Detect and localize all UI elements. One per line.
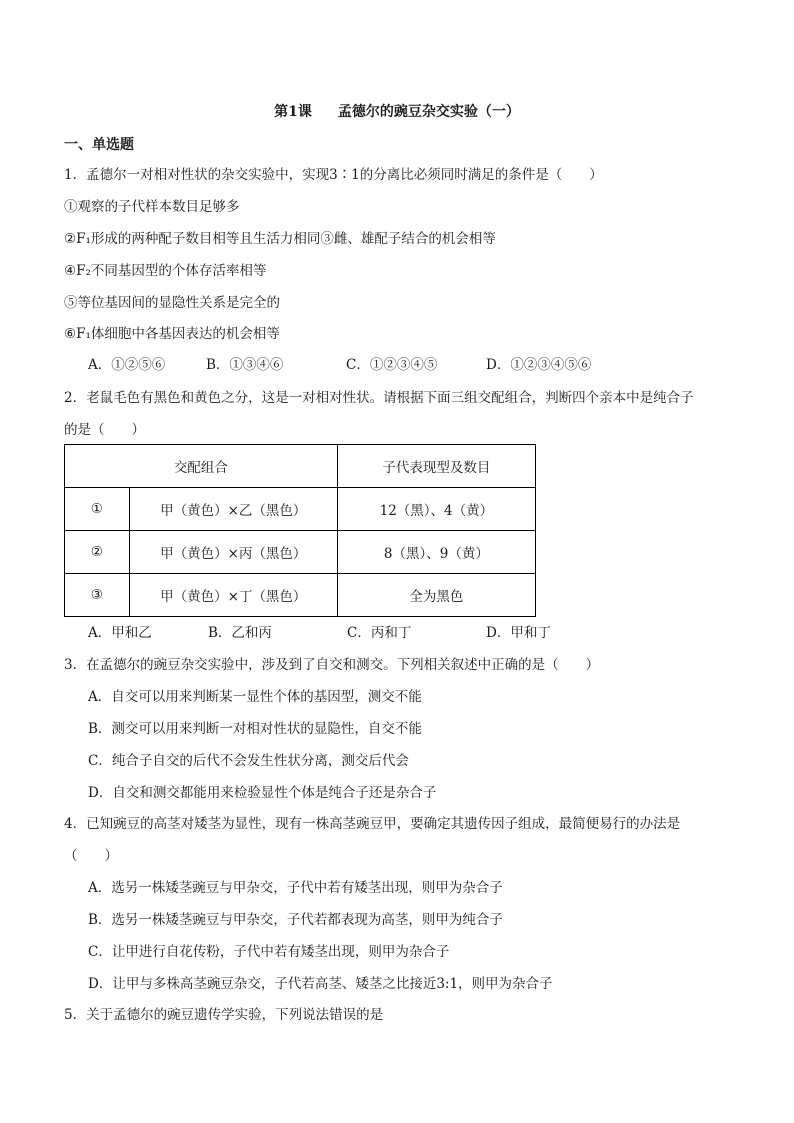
row-cross: 甲（黄色）×乙（黑色） bbox=[129, 488, 337, 531]
q4-option-a[interactable]: A．选另一株矮茎豌豆与甲杂交，子代中若有矮茎出现，则甲为杂合子 bbox=[88, 880, 503, 896]
row-number: ③ bbox=[65, 574, 130, 617]
q2-stem-line1: 2．老鼠毛色有黑色和黄色之分，这是一对相对性状。请根据下面三组交配组合，判断四个亲本中是纯合子 bbox=[64, 390, 694, 406]
q3-option-b[interactable]: B．测交可以用来判断一对相对性状的显隐性，自交不能 bbox=[88, 721, 422, 737]
q4-stem-line2: （ ） bbox=[64, 848, 118, 864]
header-cross: 交配组合 bbox=[65, 445, 338, 488]
q1-option-d[interactable]: D．①②③④⑤⑥ bbox=[486, 357, 592, 373]
q3-option-a[interactable]: A．自交可以用来判断某一显性个体的基因型，测交不能 bbox=[88, 689, 422, 705]
lesson-name: 孟德尔的豌豆杂交实验（一） bbox=[337, 104, 520, 120]
row-offspring: 全为黑色 bbox=[337, 574, 535, 617]
q1-stem: 1．孟德尔一对相对性状的杂交实验中，实现3∶1的分离比必须同时满足的条件是（ ） bbox=[64, 167, 603, 183]
q2-option-c[interactable]: C．丙和丁 bbox=[347, 625, 412, 641]
q1-option-b[interactable]: B．①③④⑥ bbox=[206, 357, 284, 373]
q1-option-a[interactable]: A．①②⑤⑥ bbox=[88, 357, 166, 373]
row-cross: 甲（黄色）×丙（黑色） bbox=[129, 531, 337, 574]
row-offspring: 8（黑）、9（黄） bbox=[337, 531, 535, 574]
row-number: ② bbox=[65, 531, 130, 574]
header-offspring: 子代表现型及数目 bbox=[337, 445, 535, 488]
q1-item: ⑥F₁体细胞中各基因表达的机会相等 bbox=[64, 326, 280, 342]
q1-item: ④F₂不同基因型的个体存活率相等 bbox=[64, 263, 267, 279]
q2-option-a[interactable]: A．甲和乙 bbox=[88, 625, 152, 641]
page-title bbox=[0, 102, 794, 122]
q3-option-c[interactable]: C．纯合子自交的后代不会发生性状分离，测交后代会 bbox=[88, 753, 409, 769]
q1-option-c[interactable]: C．①②③④⑤ bbox=[346, 357, 438, 373]
q4-stem-line1: 4．已知豌豆的高茎对矮茎为显性，现有一株高茎豌豆甲，要确定其遗传因子组成，最简便易行的办法是 bbox=[64, 816, 681, 832]
q5-stem: 5．关于孟德尔的豌豆遗传学实验，下列说法错误的是 bbox=[64, 1007, 384, 1023]
table-row bbox=[65, 488, 536, 531]
q4-option-c[interactable]: C．让甲进行自花传粉，子代中若有矮茎出现，则甲为杂合子 bbox=[88, 944, 450, 960]
table-row bbox=[65, 531, 536, 574]
table-row bbox=[65, 574, 536, 617]
lesson-number: 第1课 bbox=[274, 104, 312, 120]
row-cross: 甲（黄色）×丁（黑色） bbox=[129, 574, 337, 617]
table-header-row bbox=[65, 445, 536, 488]
q2-stem-line2: 的是（ ） bbox=[64, 422, 145, 438]
q1-item: ⑤等位基因间的显隐性关系是完全的 bbox=[64, 295, 280, 311]
q1-item: ②F₁形成的两种配子数目相等且生活力相同③雌、雄配子结合的机会相等 bbox=[64, 231, 496, 247]
mating-table bbox=[64, 444, 536, 617]
q4-option-d[interactable]: D．让甲与多株高茎豌豆杂交，子代若高茎、矮茎之比接近3:1，则甲为杂合子 bbox=[88, 976, 553, 992]
q3-stem: 3．在孟德尔的豌豆杂交实验中，涉及到了自交和测交。下列相关叙述中正确的是（ ） bbox=[64, 657, 600, 673]
q2-option-b[interactable]: B．乙和丙 bbox=[208, 625, 272, 641]
q2-option-d[interactable]: D．甲和丁 bbox=[486, 625, 551, 641]
q4-option-b[interactable]: B．选另一株矮茎豌豆与甲杂交，子代若都表现为高茎，则甲为纯合子 bbox=[88, 912, 503, 928]
section-heading: 一、单选题 bbox=[64, 137, 134, 153]
row-offspring: 12（黑）、4（黄） bbox=[337, 488, 535, 531]
row-number: ① bbox=[65, 488, 130, 531]
q3-option-d[interactable]: D．自交和测交都能用来检验显性个体是纯合子还是杂合子 bbox=[88, 785, 437, 801]
q1-item: ①观察的子代样本数目足够多 bbox=[64, 199, 240, 215]
